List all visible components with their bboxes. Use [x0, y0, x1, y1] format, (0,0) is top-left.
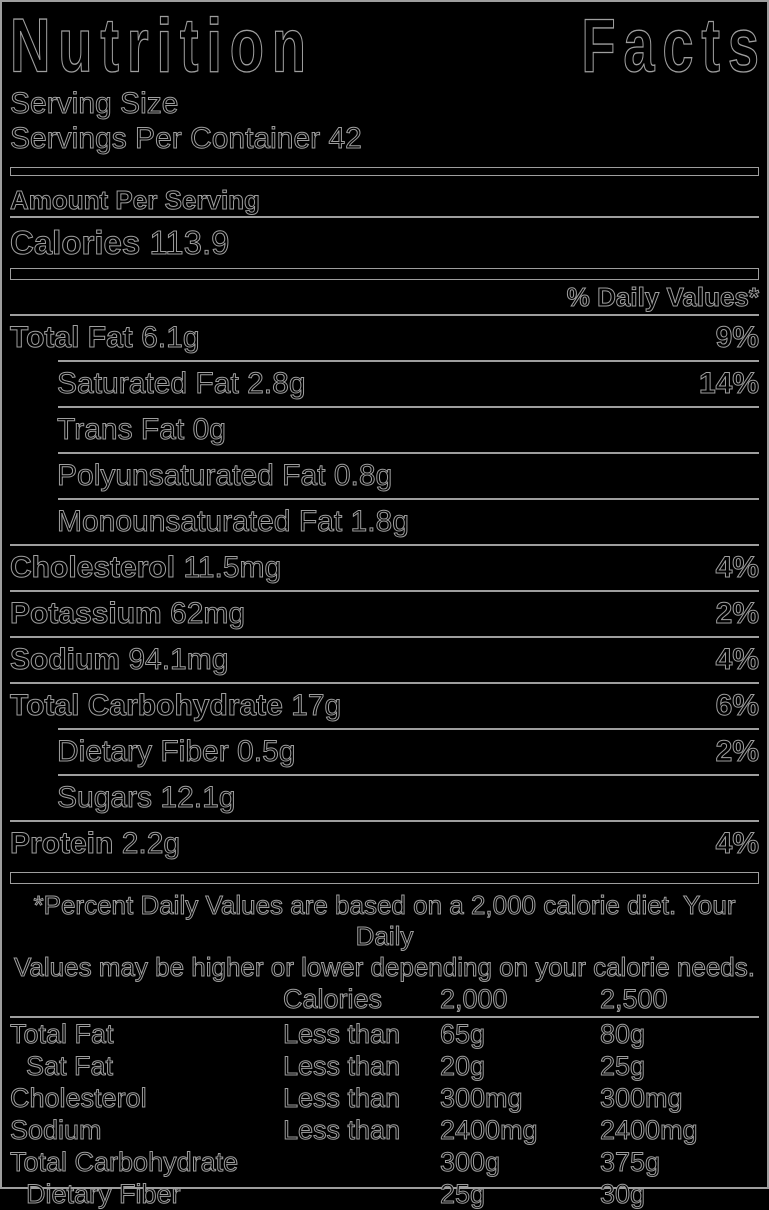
- ref-cell: Less than: [283, 1019, 401, 1049]
- calories-row: [10, 218, 759, 268]
- nutrient-row: [10, 730, 759, 774]
- separator-bar-thick: [10, 872, 759, 884]
- nutrient-name: Sodium: [10, 643, 120, 676]
- ref-cell: 80g: [600, 1019, 646, 1049]
- ref-cell: Total Carbohydrate: [10, 1147, 239, 1177]
- ref-header-calories: Calories: [283, 984, 383, 1014]
- daily-values-header: % Daily Values*: [566, 282, 759, 312]
- ref-cell: Sat Fat: [26, 1051, 114, 1081]
- nutrient-row: [10, 592, 759, 636]
- nutrient-name-amount: [10, 321, 200, 355]
- nutrient-amount: 2.8g: [238, 367, 306, 400]
- title-word-facts: Facts: [581, 1, 767, 88]
- nutrient-name: Total Fat: [10, 321, 133, 354]
- separator-bar-thick: [10, 268, 759, 280]
- nutrient-name: Sugars: [57, 781, 153, 814]
- nutrient-name: Cholesterol: [10, 551, 176, 584]
- nutrient-daily-value: 14%: [698, 367, 759, 400]
- ref-cell: Less than: [283, 1115, 401, 1145]
- nutrient-daily-value: 9%: [715, 321, 759, 354]
- nutrient-name: Total Carbohydrate: [10, 689, 283, 722]
- ref-cell: Cholesterol: [10, 1083, 147, 1113]
- nutrient-name: Trans Fat: [57, 413, 185, 446]
- ref-cell: 300g: [440, 1147, 501, 1177]
- nutrient-name-amount: [10, 735, 295, 769]
- nutrient-daily-value: 4%: [715, 643, 759, 676]
- ref-cell: 65g: [440, 1019, 486, 1049]
- ref-cell: [283, 1178, 440, 1210]
- ref-cell: 25g: [440, 1179, 486, 1209]
- separator-bar-top: [10, 167, 759, 176]
- title-word-nutrition: Nutrition: [10, 1, 314, 88]
- ref-cell: Total Fat: [10, 1019, 114, 1049]
- reference-table-body: [10, 1018, 759, 1210]
- nutrient-daily-value: 4%: [715, 551, 759, 584]
- nutrient-name-amount: [10, 781, 235, 815]
- nutrient-name: Potassium: [10, 597, 162, 630]
- nutrient-row: [10, 684, 759, 728]
- nutrient-amount: 12.1g: [152, 781, 236, 814]
- nutrient-name: Saturated Fat: [57, 367, 239, 400]
- nutrient-name-amount: [10, 367, 306, 401]
- nutrient-daily-value: 6%: [715, 689, 759, 722]
- nutrient-amount: 2.2g: [113, 827, 181, 860]
- reference-table-header: [10, 983, 759, 1016]
- ref-cell: Dietary Fiber: [26, 1179, 181, 1209]
- amount-per-serving-heading: Amount Per Serving: [10, 185, 260, 215]
- ref-header-2000: 2,000: [440, 984, 508, 1014]
- footnote: [10, 890, 759, 983]
- nutrient-row: [10, 454, 759, 498]
- nutrient-name-amount: [10, 413, 226, 447]
- nutrient-amount: 6.1g: [132, 321, 200, 354]
- calories-label: Calories: [10, 224, 141, 261]
- nutrient-amount: 0.5g: [228, 735, 296, 768]
- nutrient-name: Dietary Fiber: [57, 735, 229, 768]
- nutrient-name: Polyunsaturated Fat: [57, 459, 326, 492]
- nutrient-name-amount: [10, 551, 281, 585]
- ref-cell: Sodium: [10, 1115, 102, 1145]
- ref-cell: Less than: [283, 1051, 401, 1081]
- ref-cell: 300mg: [440, 1083, 523, 1113]
- ref-header-2500: 2,500: [600, 984, 668, 1014]
- ref-header-blank: [10, 983, 283, 1016]
- nutrient-name-amount: [10, 827, 180, 861]
- nutrient-amount: 0g: [184, 413, 226, 446]
- nutrient-amount: 94.1mg: [120, 643, 229, 676]
- footnote-line-1: *Percent Daily Values are based on a 2,000 calorie diet. Your Daily: [33, 890, 736, 951]
- nutrient-daily-value: 2%: [715, 597, 759, 630]
- calories-value: 113.9: [149, 224, 230, 261]
- ref-cell: 2400mg: [440, 1115, 538, 1145]
- ref-cell: 20g: [440, 1051, 486, 1081]
- ref-cell: Less than: [283, 1083, 401, 1113]
- nutrient-amount: 0.8g: [325, 459, 393, 492]
- nutrient-amount: 1.8g: [342, 505, 409, 538]
- nutrient-name: Monounsaturated Fat: [57, 505, 343, 538]
- nutrient-name-amount: [10, 459, 392, 493]
- nutrient-row: [10, 776, 759, 820]
- nutrient-row: [10, 546, 759, 590]
- nutrient-name: Protein: [10, 827, 114, 860]
- ref-cell: 2400mg: [600, 1115, 698, 1145]
- nutrient-name-amount: [10, 597, 245, 631]
- nutrient-row: [10, 316, 759, 360]
- nutrient-row: [10, 500, 759, 544]
- servings-per-container-line: Servings Per Container 42: [10, 122, 362, 155]
- nutrient-daily-value: 4%: [715, 827, 759, 860]
- ref-cell: 375g: [600, 1147, 661, 1177]
- nutrient-amount: 11.5mg: [175, 551, 282, 584]
- ref-cell: [283, 1146, 440, 1178]
- nutrient-amount: 17g: [282, 689, 342, 722]
- nutrient-rows: [10, 316, 759, 866]
- ref-cell: 30g: [600, 1179, 646, 1209]
- footnote-line-2: Values may be higher or lower depending on your calorie needs.: [14, 952, 755, 982]
- ref-cell: 25g: [600, 1051, 646, 1081]
- nutrient-name-amount: [10, 689, 341, 723]
- nutrient-daily-value: 2%: [715, 735, 759, 768]
- nutrient-row: [10, 822, 759, 866]
- nutrient-row: [10, 408, 759, 452]
- nutrient-name-amount: [10, 643, 228, 677]
- nutrient-row: [10, 362, 759, 406]
- nutrient-name-amount: [10, 505, 409, 539]
- nutrient-row: [10, 638, 759, 682]
- ref-cell: 300mg: [600, 1083, 683, 1113]
- serving-size-line: Serving Size: [10, 87, 179, 120]
- label-title: [10, 1, 767, 88]
- nutrient-amount: 62mg: [161, 597, 246, 630]
